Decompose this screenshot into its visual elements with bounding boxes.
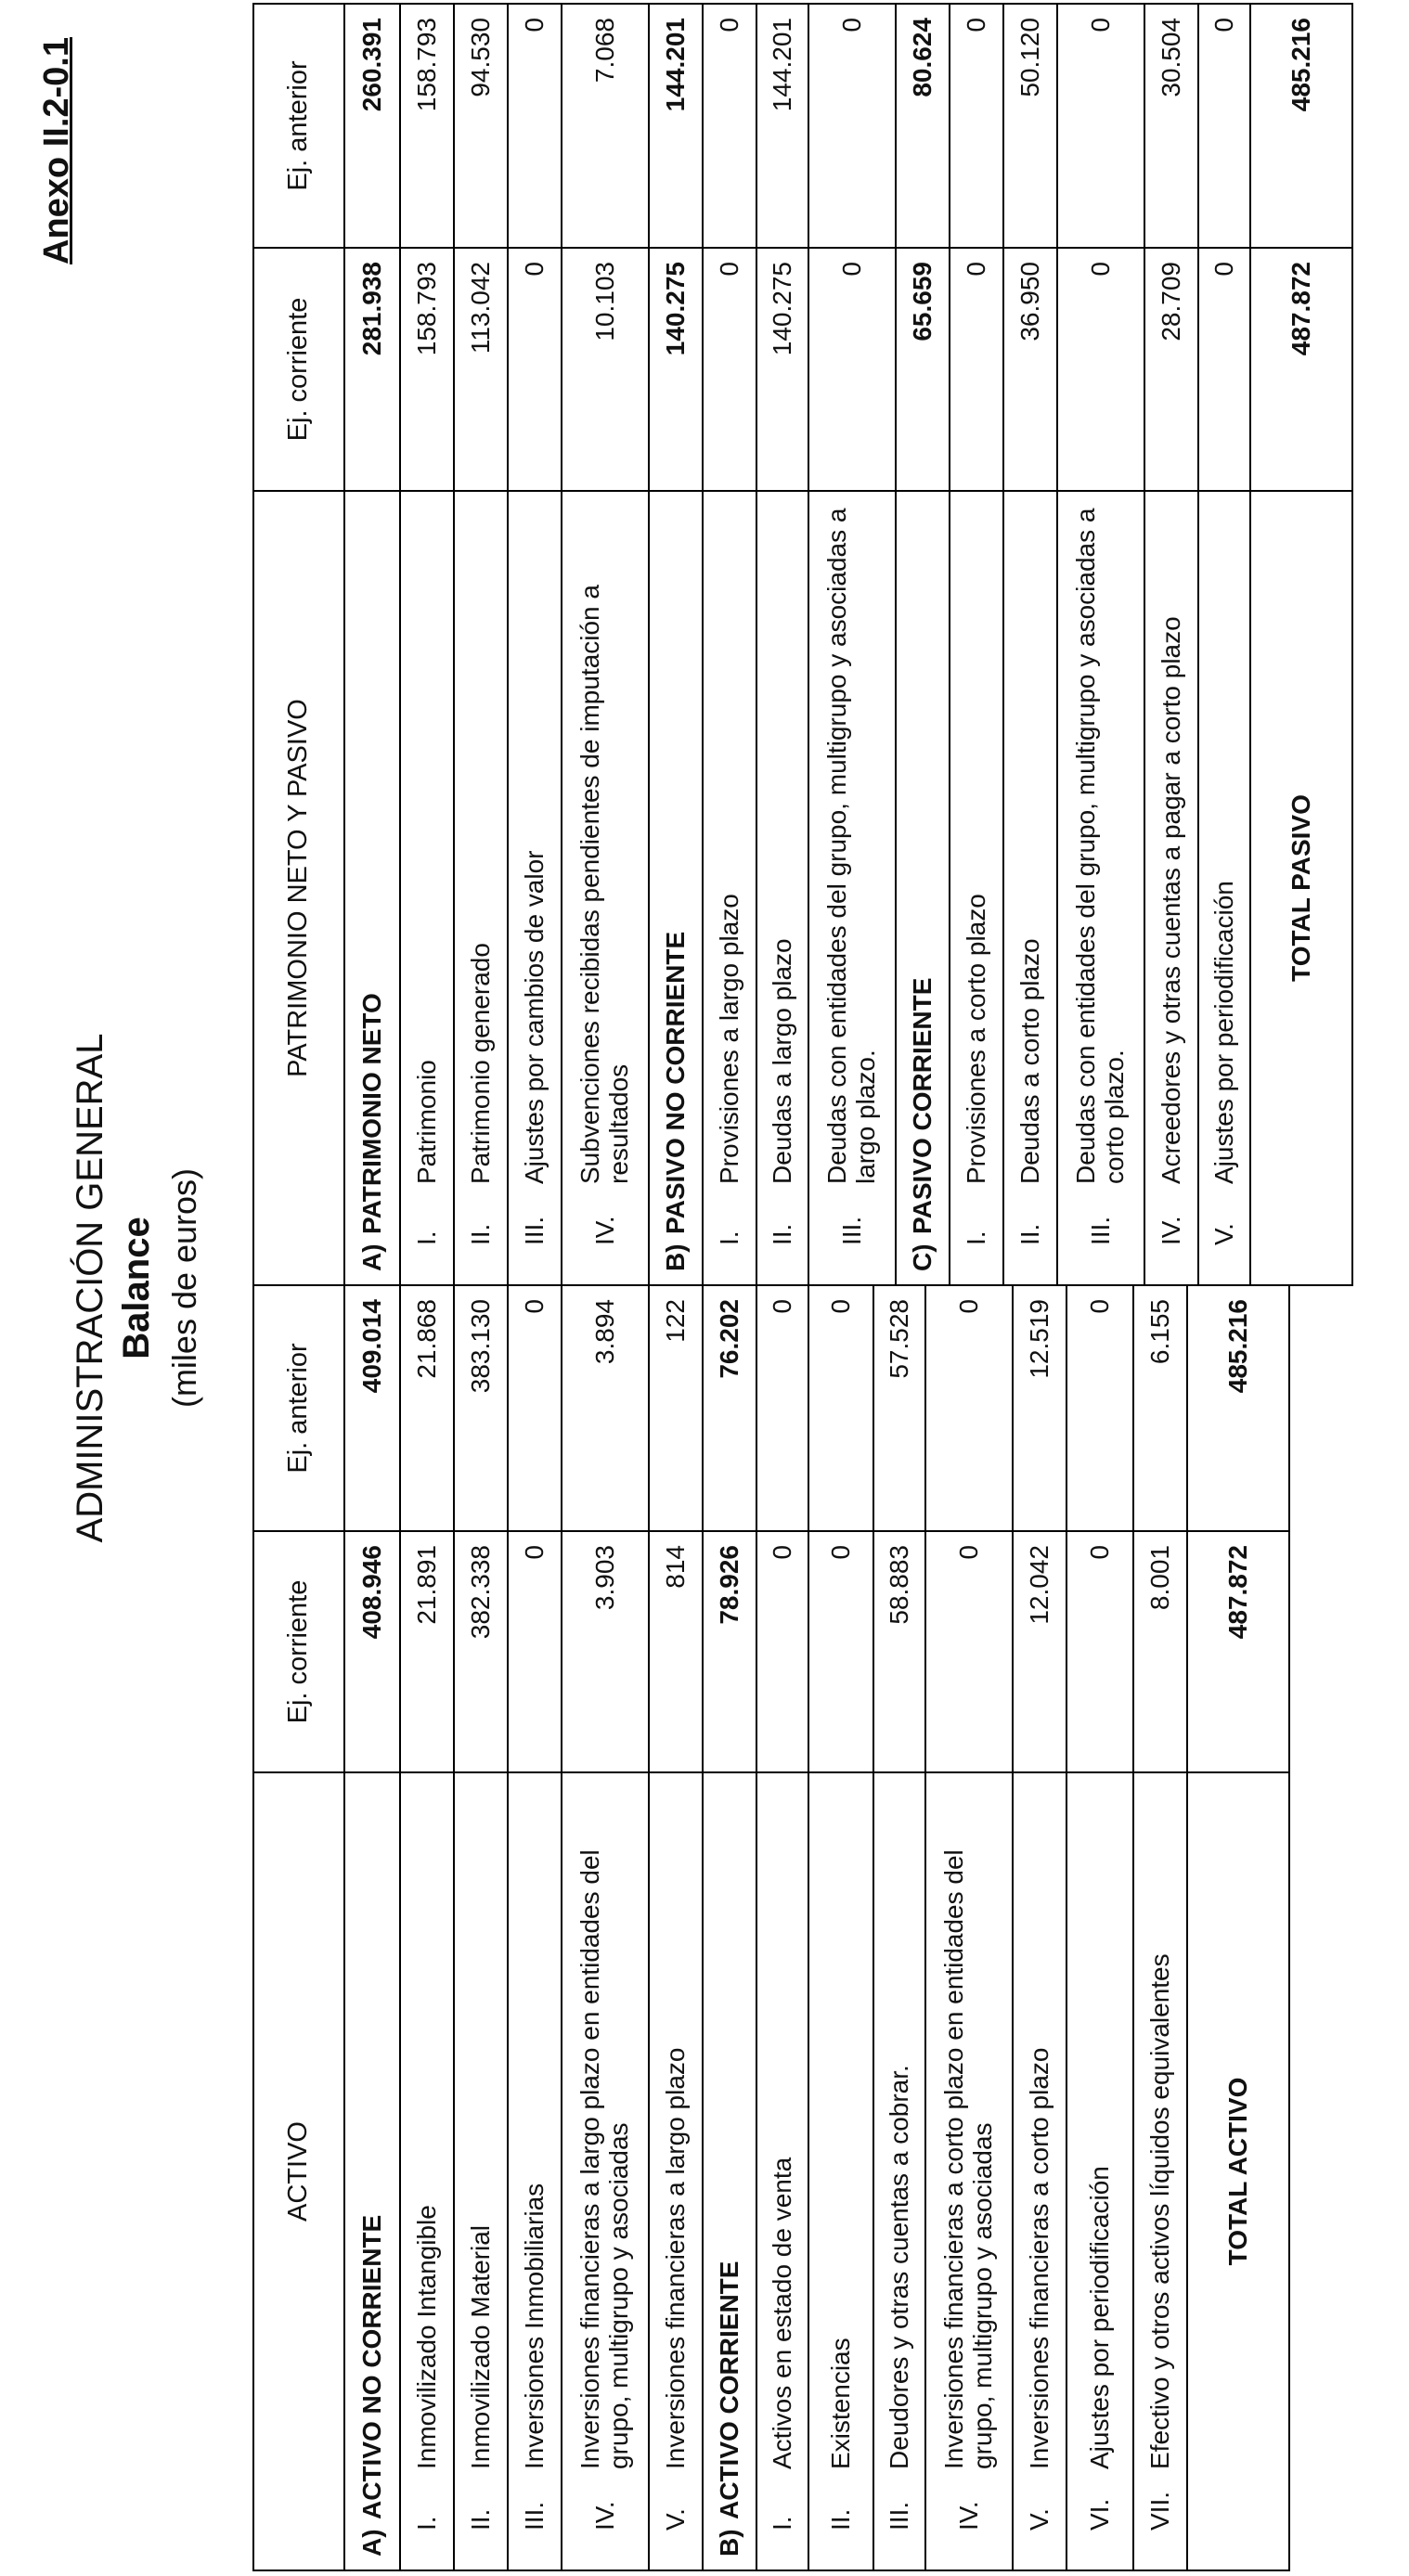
row-number: IV. [953,2501,983,2531]
pasivo-row-label-cell [756,491,808,1285]
row-number: I. [767,2516,796,2531]
value-current: 814 [649,1531,703,1772]
pasivo-row-label-cell [400,491,454,1285]
activo-table-row [1066,1285,1133,2570]
row-label: Deudores y otras cuentas a cobrar. [884,2065,913,2469]
row-label: Inmovilizado Material [465,2225,495,2469]
row-label: Patrimonio generado [465,943,495,1184]
value-prior: 3.894 [562,1285,649,1531]
activo-table-row [756,1285,808,2570]
row-label: PASIVO NO CORRIENTE [660,931,690,1234]
row-label: ACTIVO NO CORRIENTE [356,2214,386,2519]
pasivo-table-row [950,4,1003,1285]
pasivo-table [252,3,1353,1286]
activo-section-row [344,1285,400,2570]
row-label: Inversiones financieras a largo plazo en entidades del grupo, multigrupo y asociadas [575,1849,633,2469]
value-current: 12.042 [1013,1531,1066,1772]
value-current: 3.903 [562,1531,649,1772]
value-prior: 158.793 [400,4,454,248]
activo-table-row [562,1285,649,2570]
total-prior: 485.216 [1250,4,1352,248]
pasivo-table-row [454,4,508,1285]
pasivo-row-label-cell [1198,491,1250,1285]
pasivo-table-row [562,4,649,1285]
value-current: 78.926 [703,1531,756,1772]
value-current: 0 [1066,1531,1133,1772]
pasivo-row-label-cell [950,491,1003,1285]
row-number: III. [884,2501,913,2531]
activo-table-row [925,1285,1013,2570]
pasivo-row-label-cell [896,491,950,1285]
row-label: ACTIVO CORRIENTE [714,2260,743,2519]
annex-label: Anexo II.2-0.1 [37,37,76,264]
activo-row-label-cell [1133,1772,1187,2570]
activo-table-row [808,1285,873,2570]
row-number: V. [660,2508,690,2531]
activo-col-prior: Ej. anterior [253,1285,344,1531]
row-label: Inversiones Inmobiliarias [519,2183,549,2469]
pasivo-table-row [703,4,756,1285]
row-number: V. [1209,1223,1238,1245]
value-prior: 122 [649,1285,703,1531]
activo-col-current: Ej. corriente [253,1531,344,1772]
row-label: Patrimonio [411,1060,441,1184]
pasivo-col-prior: Ej. anterior [253,4,344,248]
value-prior: 80.624 [896,4,950,248]
activo-title: ACTIVO [253,1772,344,2570]
value-prior: 30.504 [1144,4,1198,248]
pasivo-section-row [344,4,400,1285]
pasivo-table-row [1003,4,1057,1285]
row-label: Inmovilizado Intangible [411,2205,441,2469]
pasivo-table-row [1198,4,1250,1285]
value-current: 0 [1057,248,1144,491]
row-label: Subvenciones recibidas pendientes de imputación a resultados [575,585,633,1184]
value-current: 382.338 [454,1531,508,1772]
total-prior: 485.216 [1187,1285,1289,1531]
row-number: I. [411,2516,441,2531]
value-current: 113.042 [454,248,508,491]
value-prior: 0 [1198,4,1250,248]
row-number: IV. [1156,1216,1185,1245]
activo-row-label-cell [808,1772,873,2570]
pasivo-table-row [808,4,896,1285]
row-number: I. [411,1230,441,1245]
value-prior: 6.155 [1133,1285,1187,1531]
row-label: Deudas a largo plazo [767,938,796,1184]
value-current: 65.659 [896,248,950,491]
pasivo-table-row [1057,4,1144,1285]
activo-row-label-cell [873,1772,925,2570]
pasivo-row-label-cell [808,491,896,1285]
activo-row-label-cell [344,1772,400,2570]
pasivo-row-label-cell [1057,491,1144,1285]
value-current: 10.103 [562,248,649,491]
value-current: 21.891 [400,1531,454,1772]
value-prior: 7.068 [562,4,649,248]
organization-title: ADMINISTRACIÓN GENERAL [70,1033,110,1543]
pasivo-section-row [896,4,950,1285]
row-label: Inversiones financieras a largo plazo [660,2047,690,2469]
value-current: 408.946 [344,1531,400,1772]
pasivo-total-row [1250,4,1352,1285]
activo-table-row [1133,1285,1187,2570]
row-number: II. [465,2508,495,2531]
value-current: 8.001 [1133,1531,1187,1772]
value-prior: 0 [508,1285,562,1531]
value-prior: 50.120 [1003,4,1057,248]
row-label: PASIVO CORRIENTE [907,977,937,1234]
activo-row-label-cell [400,1772,454,2570]
activo-section-row [703,1285,756,2570]
value-prior: 383.130 [454,1285,508,1531]
value-prior: 144.201 [649,4,703,248]
activo-table [252,1284,1290,2571]
activo-row-label-cell [1066,1772,1133,2570]
row-label: Acreedores y otras cuentas a pagar a corto plazo [1156,616,1185,1184]
value-current: 281.938 [344,248,400,491]
value-prior: 12.519 [1013,1285,1066,1531]
value-prior: 0 [1057,4,1144,248]
value-prior: 0 [808,1285,873,1531]
value-prior: 409.014 [344,1285,400,1531]
row-label: Provisiones a largo plazo [714,894,743,1184]
row-number: II. [1015,1223,1044,1245]
row-label: Ajustes por periodificación [1209,881,1238,1184]
pasivo-row-label-cell [1144,491,1198,1285]
value-prior: 0 [808,4,896,248]
total-label: TOTAL ACTIVO [1187,1772,1289,2570]
row-label: Deudas a corto plazo [1015,938,1044,1184]
value-current: 0 [508,1531,562,1772]
total-current: 487.872 [1250,248,1352,491]
value-prior: 0 [925,1285,1013,1531]
pasivo-table-row [1144,4,1198,1285]
value-current: 0 [703,248,756,491]
value-current: 28.709 [1144,248,1198,491]
row-number: C) [907,1243,937,1271]
row-number: III. [836,1216,866,1245]
pasivo-row-label-cell [562,491,649,1285]
value-current: 36.950 [1003,248,1057,491]
activo-table-row [400,1285,454,2570]
activo-row-label-cell [649,1772,703,2570]
row-label: Inversiones financieras a corto plazo [1024,2047,1054,2469]
activo-row-label-cell [756,1772,808,2570]
row-number: IV. [589,1216,619,1245]
row-number: V. [1024,2508,1054,2531]
value-prior: 0 [703,4,756,248]
activo-table-row [1013,1285,1066,2570]
row-label: Ajustes por cambios de valor [519,850,549,1184]
value-current: 140.275 [756,248,808,491]
total-current: 487.872 [1187,1531,1289,1772]
value-current: 158.793 [400,248,454,491]
value-current: 0 [508,248,562,491]
row-number: IV. [589,2501,619,2531]
total-label: TOTAL PASIVO [1250,491,1352,1285]
activo-row-label-cell [562,1772,649,2570]
value-current: 0 [808,1531,873,1772]
pasivo-row-label-cell [344,491,400,1285]
activo-table-row [508,1285,562,2570]
activo-table-row [649,1285,703,2570]
value-prior: 144.201 [756,4,808,248]
row-number: A) [356,2529,386,2557]
value-prior: 0 [1066,1285,1133,1531]
value-current: 58.883 [873,1531,925,1772]
row-label: Existencias [825,2338,855,2469]
row-number: I. [961,1230,990,1245]
row-number: II. [465,1223,495,1245]
units-label: (miles de euros) [165,1167,203,1409]
row-label: Inversiones financieras a corto plazo en entidades del grupo, multigrupo y asociadas [939,1849,997,2469]
row-number: II. [767,1223,796,1245]
activo-table-row [873,1285,925,2570]
value-prior: 57.528 [873,1285,925,1531]
row-number: III. [519,1216,549,1245]
value-current: 0 [950,248,1003,491]
activo-row-label-cell [508,1772,562,2570]
row-number: III. [1085,1216,1115,1245]
activo-total-row [1187,1285,1289,2570]
value-prior: 94.530 [454,4,508,248]
row-number: B) [660,1243,690,1271]
row-label: Provisiones a corto plazo [961,894,990,1184]
value-prior: 0 [756,1285,808,1531]
pasivo-row-label-cell [703,491,756,1285]
value-current: 0 [756,1531,808,1772]
pasivo-row-label-cell [1003,491,1057,1285]
document-title: Balance [116,1217,157,1359]
value-current: 0 [808,248,896,491]
row-number: VII. [1144,2491,1174,2531]
row-label: Efectivo y otros activos líquidos equivalentes [1144,1953,1174,2469]
row-number: II. [825,2508,855,2531]
row-label: Ajustes por periodificación [1084,2166,1114,2469]
value-prior: 76.202 [703,1285,756,1531]
pasivo-table-row [756,4,808,1285]
pasivo-row-label-cell [454,491,508,1285]
row-number: B) [714,2529,743,2557]
activo-row-label-cell [703,1772,756,2570]
activo-row-label-cell [925,1772,1013,2570]
pasivo-table-row [400,4,454,1285]
value-prior: 260.391 [344,4,400,248]
pasivo-table-row [508,4,562,1285]
row-number: I. [714,1230,743,1245]
pasivo-col-current: Ej. corriente [253,248,344,491]
row-label: Activos en estado de venta [767,2157,796,2469]
value-prior: 0 [508,4,562,248]
row-number: VI. [1084,2498,1114,2531]
row-label: Deudas con entidades del grupo, multigrupo y asociadas a largo plazo. [822,508,880,1184]
value-current: 0 [925,1531,1013,1772]
activo-table-row [454,1285,508,2570]
value-current: 140.275 [649,248,703,491]
activo-row-label-cell [1013,1772,1066,2570]
value-prior: 0 [950,4,1003,248]
value-prior: 21.868 [400,1285,454,1531]
pasivo-title: PATRIMONIO NETO Y PASIVO [253,491,344,1285]
row-number: A) [356,1243,386,1271]
row-label: PATRIMONIO NETO [356,993,386,1234]
activo-row-label-cell [454,1772,508,2570]
row-label: Deudas con entidades del grupo, multigrupo y asociadas a corto plazo. [1071,508,1129,1184]
row-number: III. [519,2501,549,2531]
pasivo-section-row [649,4,703,1285]
pasivo-row-label-cell [508,491,562,1285]
pasivo-row-label-cell [649,491,703,1285]
value-current: 0 [1198,248,1250,491]
